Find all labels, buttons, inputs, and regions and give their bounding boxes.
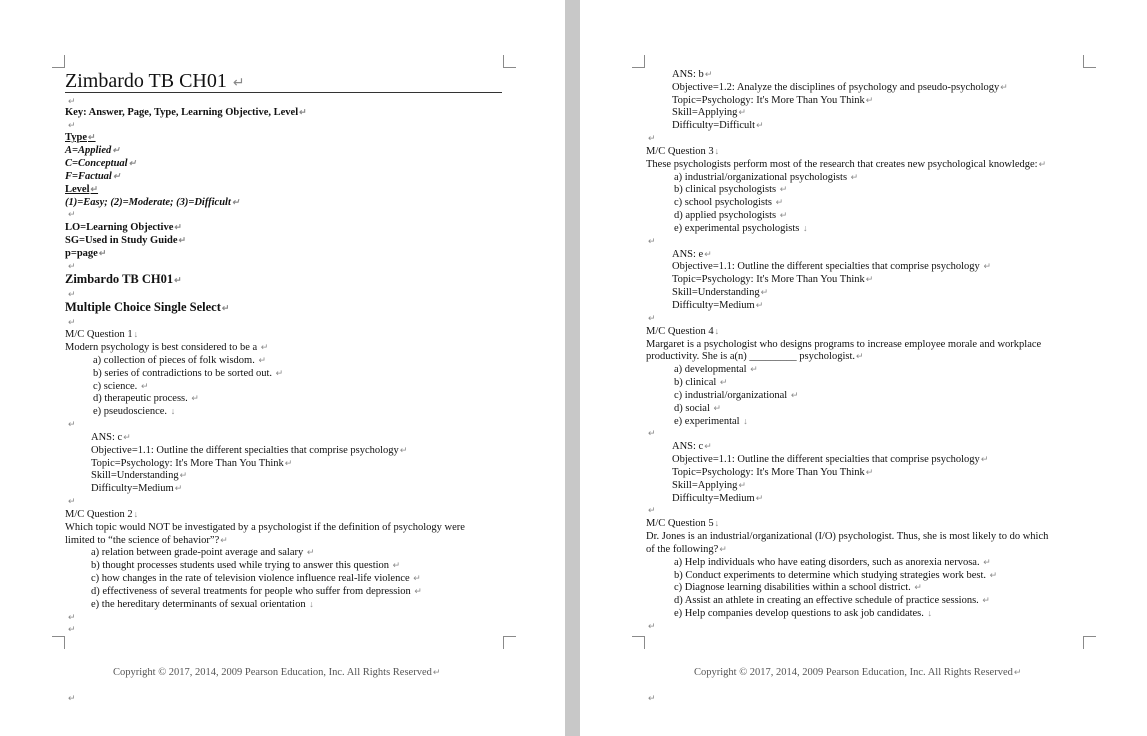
abbr-item: LO=Learning Objective↵ xyxy=(65,222,182,233)
paragraph-mark: ↵ xyxy=(68,120,76,130)
question-stem: limited to “the science of behavior”?↵ xyxy=(65,535,228,546)
answer-option: c) school psychologists ↵ xyxy=(674,197,784,208)
corner-mark xyxy=(52,636,65,649)
corner-mark xyxy=(1083,636,1096,649)
question-stem: of the following?↵ xyxy=(646,544,727,555)
answer-option: e) Help companies develop questions to ask job candidates. ↓ xyxy=(674,608,933,619)
answer-option: b) Conduct experiments to determine which studying strategies work best. ↵ xyxy=(674,570,998,581)
paragraph-mark: ↵ xyxy=(68,96,76,106)
page-footer: Copyright © 2017, 2014, 2009 Pearson Education, Inc. All Rights Reserved↵ xyxy=(694,667,1022,678)
corner-mark xyxy=(52,55,65,68)
abbr-item: p=page↵ xyxy=(65,248,107,259)
paragraph-mark: ↵ xyxy=(68,209,76,219)
topic-line: Topic=Psychology: It's More Than You Think↵ xyxy=(672,95,874,106)
answer-option: b) series of contradictions to be sorted out. ↵ xyxy=(93,368,284,379)
corner-mark xyxy=(632,55,645,68)
objective-line: Objective=1.1: Outline the different specialties that comprise psychology ↵ xyxy=(672,261,991,272)
topic-line: Topic=Psychology: It's More Than You Think↵ xyxy=(91,458,293,469)
answer-option: c) how changes in the rate of television violence influence real-life violence ↵ xyxy=(91,573,421,584)
type-item: C=Conceptual↵ xyxy=(65,158,137,169)
answer-option: b) thought processes students used while trying to answer this question ↵ xyxy=(91,560,401,571)
answer-option: c) industrial/organizational ↵ xyxy=(674,390,799,401)
answer-option: a) developmental ↵ xyxy=(674,364,758,375)
question-stem: These psychologists perform most of the research that creates new psychological knowledge:↵ xyxy=(646,159,1047,170)
type-heading: Type↵ xyxy=(65,132,96,143)
answer-option: a) relation between grade-point average and salary ↵ xyxy=(91,547,315,558)
key-line: Key: Answer, Page, Type, Learning Objective, Level↵ xyxy=(65,107,307,118)
answer-option: e) experimental ↓ xyxy=(674,416,748,427)
corner-mark xyxy=(503,636,516,649)
difficulty-line: Difficulty=Medium↵ xyxy=(672,300,764,311)
answer-option: d) Assist an athlete in creating an effective schedule of practice sessions. ↵ xyxy=(674,595,990,606)
paragraph-mark: ↵ xyxy=(648,313,656,323)
page-footer: Copyright © 2017, 2014, 2009 Pearson Education, Inc. All Rights Reserved↵ xyxy=(113,667,441,678)
objective-line: Objective=1.1: Outline the different specialties that comprise psychology↵ xyxy=(91,445,408,456)
answer-option: e) the hereditary determinants of sexual orientation ↓ xyxy=(91,599,314,610)
skill-line: Skill=Applying↵ xyxy=(672,107,746,118)
skill-line: Skill=Understanding↵ xyxy=(91,470,188,481)
question-stem: Modern psychology is best considered to be a ↵ xyxy=(65,342,269,353)
difficulty-line: Difficulty=Medium↵ xyxy=(672,493,764,504)
skill-line: Skill=Applying↵ xyxy=(672,480,746,491)
answer-option: c) Diagnose learning disabilities within a school district. ↵ xyxy=(674,582,922,593)
objective-line: Objective=1.2: Analyze the disciplines of psychology and pseudo-psychology↵ xyxy=(672,82,1008,93)
paragraph-mark: ↵ xyxy=(648,133,656,143)
answer-option: d) effectiveness of several treatments for people who suffer from depression ↵ xyxy=(91,586,422,597)
document-title: Zimbardo TB CH01 ↵ xyxy=(65,70,245,92)
paragraph-mark: ↵ xyxy=(68,419,76,429)
corner-mark xyxy=(1083,55,1096,68)
level-line: (1)=Easy; (2)=Moderate; (3)=Difficult↵ xyxy=(65,197,240,208)
answer-option: e) pseudoscience. ↓ xyxy=(93,406,176,417)
corner-mark xyxy=(632,636,645,649)
paragraph-mark: ↵ xyxy=(68,317,76,327)
paragraph-mark: ↵ xyxy=(68,612,76,622)
answer-key: ANS: e↵ xyxy=(672,249,712,260)
answer-key: ANS: c↵ xyxy=(672,441,712,452)
objective-line: Objective=1.1: Outline the different specialties that comprise psychology↵ xyxy=(672,454,989,465)
section-heading: Multiple Choice Single Select↵ xyxy=(65,300,230,314)
page-gap xyxy=(565,0,580,736)
difficulty-line: Difficulty=Medium↵ xyxy=(91,483,183,494)
document-page-left xyxy=(0,0,565,736)
subtitle: Zimbardo TB CH01↵ xyxy=(65,272,182,286)
paragraph-mark: ↵ xyxy=(68,496,76,506)
answer-option: a) Help individuals who have eating disorders, such as anorexia nervosa. ↵ xyxy=(674,557,991,568)
answer-option: b) clinical psychologists ↵ xyxy=(674,184,788,195)
answer-key: ANS: c↵ xyxy=(91,432,131,443)
level-heading: Level↵ xyxy=(65,184,99,195)
type-item: A=Applied↵ xyxy=(65,145,120,156)
abbr-item: SG=Used in Study Guide↵ xyxy=(65,235,187,246)
question-label: M/C Question 5↓ xyxy=(646,518,720,529)
answer-option: c) science. ↵ xyxy=(93,381,149,392)
skill-line: Skill=Understanding↵ xyxy=(672,287,769,298)
answer-key: ANS: b↵ xyxy=(672,69,713,80)
question-stem: Dr. Jones is an industrial/organizational (I/O) psychologist. Thus, she is most likely to do which xyxy=(646,531,1049,542)
difficulty-line: Difficulty=Difficult↵ xyxy=(672,120,764,131)
topic-line: Topic=Psychology: It's More Than You Think↵ xyxy=(672,274,874,285)
answer-option: d) therapeutic process. ↵ xyxy=(93,393,199,404)
paragraph-mark: ↵ xyxy=(68,693,76,703)
answer-option: a) collection of pieces of folk wisdom. ↵ xyxy=(93,355,266,366)
answer-option: d) social ↵ xyxy=(674,403,722,414)
document-page-right xyxy=(580,0,1147,736)
paragraph-mark: ↵ xyxy=(648,621,656,631)
question-stem: Which topic would NOT be investigated by a psychologist if the definition of psychology were xyxy=(65,522,465,533)
topic-line: Topic=Psychology: It's More Than You Think↵ xyxy=(672,467,874,478)
answer-option: d) applied psychologists ↵ xyxy=(674,210,788,221)
paragraph-mark: ↵ xyxy=(648,505,656,515)
type-item: F=Factual↵ xyxy=(65,171,121,182)
question-label: M/C Question 1↓ xyxy=(65,329,139,340)
paragraph-mark: ↵ xyxy=(68,624,76,634)
paragraph-mark: ↵ xyxy=(648,236,656,246)
question-label: M/C Question 4↓ xyxy=(646,326,720,337)
paragraph-mark: ↵ xyxy=(648,693,656,703)
question-label: M/C Question 3↓ xyxy=(646,146,720,157)
question-label: M/C Question 2↓ xyxy=(65,509,139,520)
paragraph-mark: ↵ xyxy=(68,261,76,271)
corner-mark xyxy=(503,55,516,68)
answer-option: b) clinical ↵ xyxy=(674,377,728,388)
answer-option: a) industrial/organizational psychologists ↵ xyxy=(674,172,859,183)
answer-option: e) experimental psychologists ↓ xyxy=(674,223,808,234)
paragraph-mark: ↵ xyxy=(68,289,76,299)
paragraph-mark: ↵ xyxy=(648,428,656,438)
title-rule xyxy=(65,92,502,93)
question-stem: Margaret is a psychologist who designs programs to increase employee morale and workplace xyxy=(646,339,1042,350)
question-stem: productivity. She is a(n) _________ psychologist.↵ xyxy=(646,351,864,362)
